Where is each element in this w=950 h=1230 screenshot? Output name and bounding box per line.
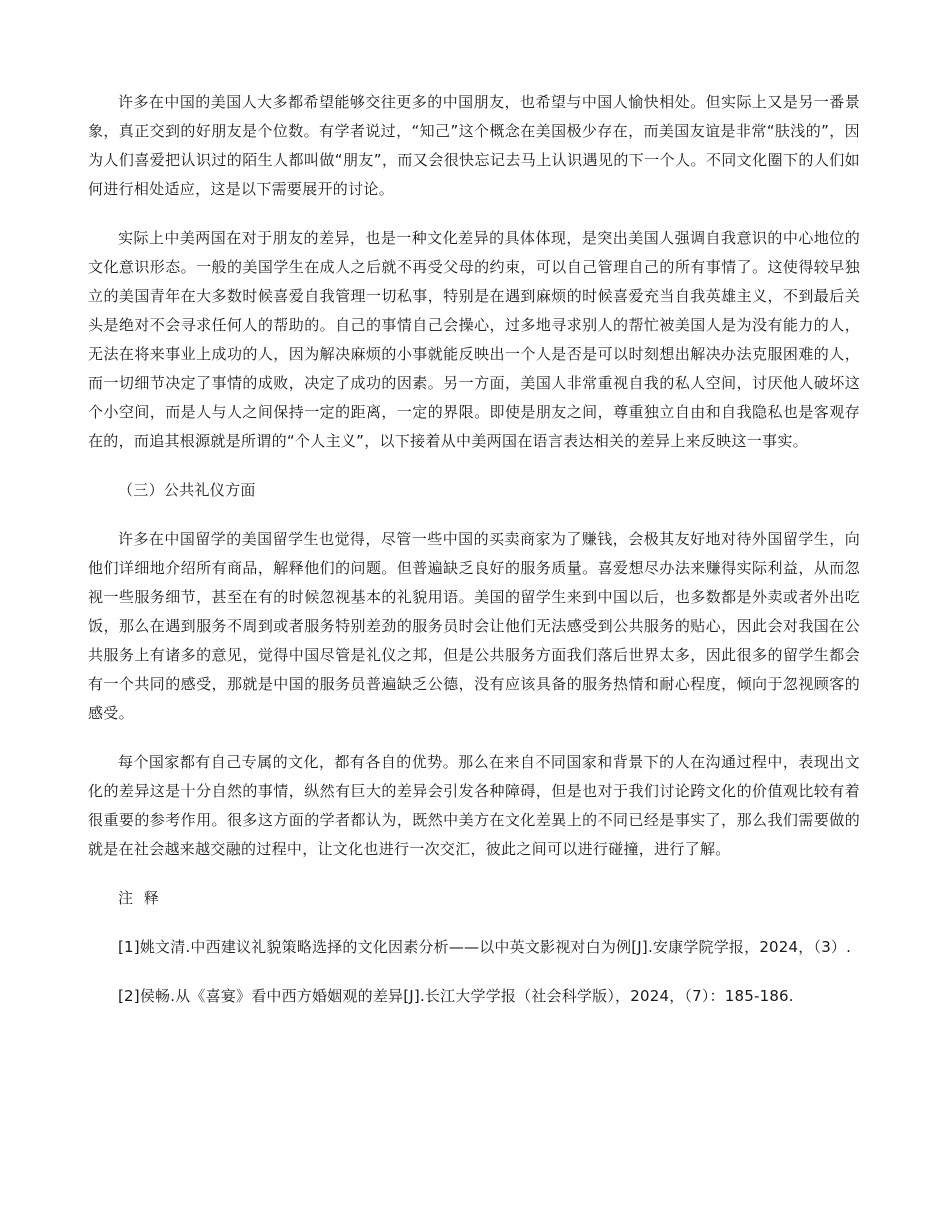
- body-paragraph: 实际上中美两国在对于朋友的差异，也是一种文化差异的具体体现，是突出美国人强调自我意识的中心地位的文化意识形态。一般的美国学生在成人之后就不再受父母的约束，可以自己管理自己的所有事情了。这使得较早独立的美国青年在大多数时候喜爱自我管理一切私事，特别是在遇到麻烦的时候喜爱充当自我英雄主义，不到最后关头是绝对不会寻求任何人的帮助的。自己的事情自己会操心，过多地寻求别人的帮忙被美国人是为没有能力的人，无法在将来事业上成功的人，因为解决麻烦的小事就能反映出一个人是否是可以时刻想出解决办法克服困难的人，而一切细节决定了事情的成败，决定了成功的因素。另一方面，美国人非常重视自我的私人空间，讨厌他人破坏这个小空间，而是人与人之间保持一定的距离，一定的界限。即使是朋友之间，尊重独立自由和自我隐私也是客观存在的，而追其根源就是所谓的“个人主义”，以下接着从中美两国在语言表达相关的差异上来反映这一事实。: [88, 229, 860, 450]
- reference-item: [1]姚文清.中西建议礼貌策略选择的文化因素分析——以中英文影视对白为例[J].安康学院学报，2024，（3）.: [118, 938, 852, 956]
- reference-item: [2]侯畅.从《喜宴》看中西方婚姻观的差异[J].长江大学学报（社会科学版），2024，（7）：185-186.: [118, 987, 794, 1005]
- body-paragraph: 每个国家都有自己专属的文化，都有各自的优势。那么在来自不同国家和背景下的人在沟通过程中，表现出文化的差异这是十分自然的事情，纵然有巨大的差异会引发各种障碍，但是也对于我们讨论跨文化的价值观比较有着很重要的参考作用。很多这方面的学者都认为，既然中美方在文化差異上的不同已经是事实了，那么我们需要做的就是在社会越来越交融的过程中，让文化也进行一次交汇，彼此之间可以进行碰撞，进行了解。: [88, 753, 860, 858]
- section-heading: （三）公共礼仪方面: [118, 481, 256, 499]
- document-body: [88, 88, 860, 1031]
- body-paragraph: 许多在中国留学的美国留学生也觉得，尽管一些中国的买卖商家为了赚钱，会极其友好地对待外国留学生，向他们详细地介绍所有商品，解释他们的问题。但普遍缺乏良好的服务质量。喜爱想尽办法来赚得实际利益，从而忽视一些服务细节，甚至在有的时候忽视基本的礼貌用语。美国的留学生来到中国以后，也多数都是外卖或者外出吃饭，那么在遇到服务不周到或者服务特别差劲的服务员时会让他们无法感受到公共服务的贴心，因此会对我国在公共服务上有诸多的意见，觉得中国尽管是礼仪之邦，但是公共服务方面我们落后世界太多，因此很多的留学生都会有一个共同的感受，那就是中国的服务员普遍缺乏公德，没有应该具备的服务热情和耐心程度，倾向于忽视顾客的感受。: [88, 530, 860, 722]
- notes-heading: 注 释: [118, 889, 162, 907]
- body-paragraph: 许多在中国的美国人大多都希望能够交往更多的中国朋友，也希望与中国人愉快相处。但实际上又是另一番景象，真正交到的好朋友是个位数。有学者说过，“知己”这个概念在美国极少存在，而美国友谊是非常“肤浅的”，因为人们喜爱把认识过的陌生人都叫做“朋友”，而又会很快忘记去马上认识遇见的下一个人。不同文化圈下的人们如何进行相处适应，这是以下需要展开的讨论。: [88, 93, 860, 198]
